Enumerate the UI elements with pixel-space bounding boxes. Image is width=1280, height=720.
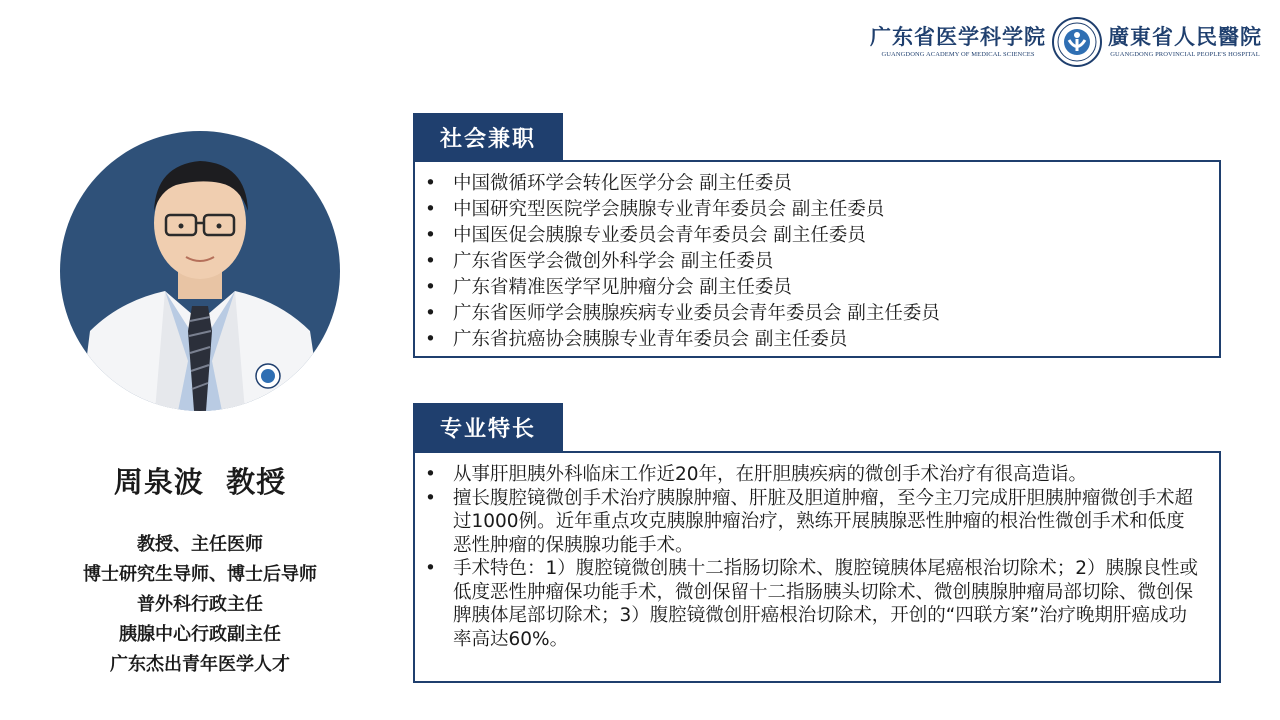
hospital-name-en: GUANGDONG PROVINCIAL PEOPLE'S HOSPITAL — [1110, 51, 1260, 58]
list-item: • 中国研究型医院学会胰腺专业青年委员会 副主任委员 — [415, 197, 1219, 223]
expertise-box — [413, 451, 1221, 683]
list-item: • 广东省精准医学罕见肿瘤分会 副主任委员 — [415, 275, 1219, 301]
list-item: • 中国微循环学会转化医学分会 副主任委员 — [415, 171, 1219, 197]
title-line: 普外科行政主任 — [137, 594, 263, 615]
title-line: 博士研究生导师、博士后导师 — [83, 564, 317, 585]
doctor-portrait — [60, 131, 340, 411]
hospital-name-cn: 廣東省人民醫院 — [1108, 24, 1262, 49]
academy-logo — [870, 24, 1046, 60]
social-roles-heading: 社会兼职 — [413, 113, 563, 161]
list-item: • 广东省医学会微创外科学会 副主任委员 — [415, 249, 1219, 275]
academy-name-cn: 广东省医学科学院 — [870, 24, 1046, 49]
title-line: 广东杰出青年医学人才 — [110, 654, 290, 675]
hospital-logo — [1108, 24, 1262, 60]
social-roles-box — [413, 160, 1221, 358]
academy-name-en: GUANGDONG ACADEMY OF MEDICAL SCIENCES — [881, 51, 1035, 58]
list-item: • 手术特色：1）腹腔镜微创胰十二指肠切除术、腹腔镜胰体尾癌根治切除术；2）胰腺良性或低度恶性肿瘤保功能手术，微创保留十二指肠胰头切除术、微创胰腺肿瘤局部切除、微创保脾胰体尾部切除术；3）腹腔镜微创肝癌根治切除术，开创的“四联方案”治疗晚期肝癌成功率高达60%。 — [415, 557, 1203, 651]
list-item: • 广东省抗癌协会胰腺专业青年委员会 副主任委员 — [415, 327, 1219, 353]
list-item: • 中国医促会胰腺专业委员会青年委员会 副主任委员 — [415, 223, 1219, 249]
hospital-seal-icon — [1052, 17, 1102, 67]
doctor-titles — [40, 530, 360, 680]
list-item: • 从事肝胆胰外科临床工作近20年，在肝胆胰疾病的微创手术治疗有很高造诣。 — [415, 463, 1203, 487]
list-item: • 擅长腹腔镜微创手术治疗胰腺肿瘤、肝脏及胆道肿瘤，至今主刀完成肝胆胰肿瘤微创手术超过1000例。近年重点攻克胰腺肿瘤治疗，熟练开展胰腺恶性肿瘤的根治性微创手术和低度恶性肿瘤的保胰腺功能手术。 — [415, 487, 1203, 558]
social-roles-list — [415, 171, 1219, 353]
doctor-name: 周泉波 教授 — [113, 465, 287, 499]
header-logos — [870, 14, 1262, 70]
expertise-list — [415, 463, 1203, 651]
title-line: 教授、主任医师 — [137, 534, 263, 555]
expertise-heading: 专业特长 — [413, 403, 563, 451]
title-line: 胰腺中心行政副主任 — [119, 624, 281, 645]
list-item: • 广东省医师学会胰腺疾病专业委员会青年委员会 副主任委员 — [415, 301, 1219, 327]
